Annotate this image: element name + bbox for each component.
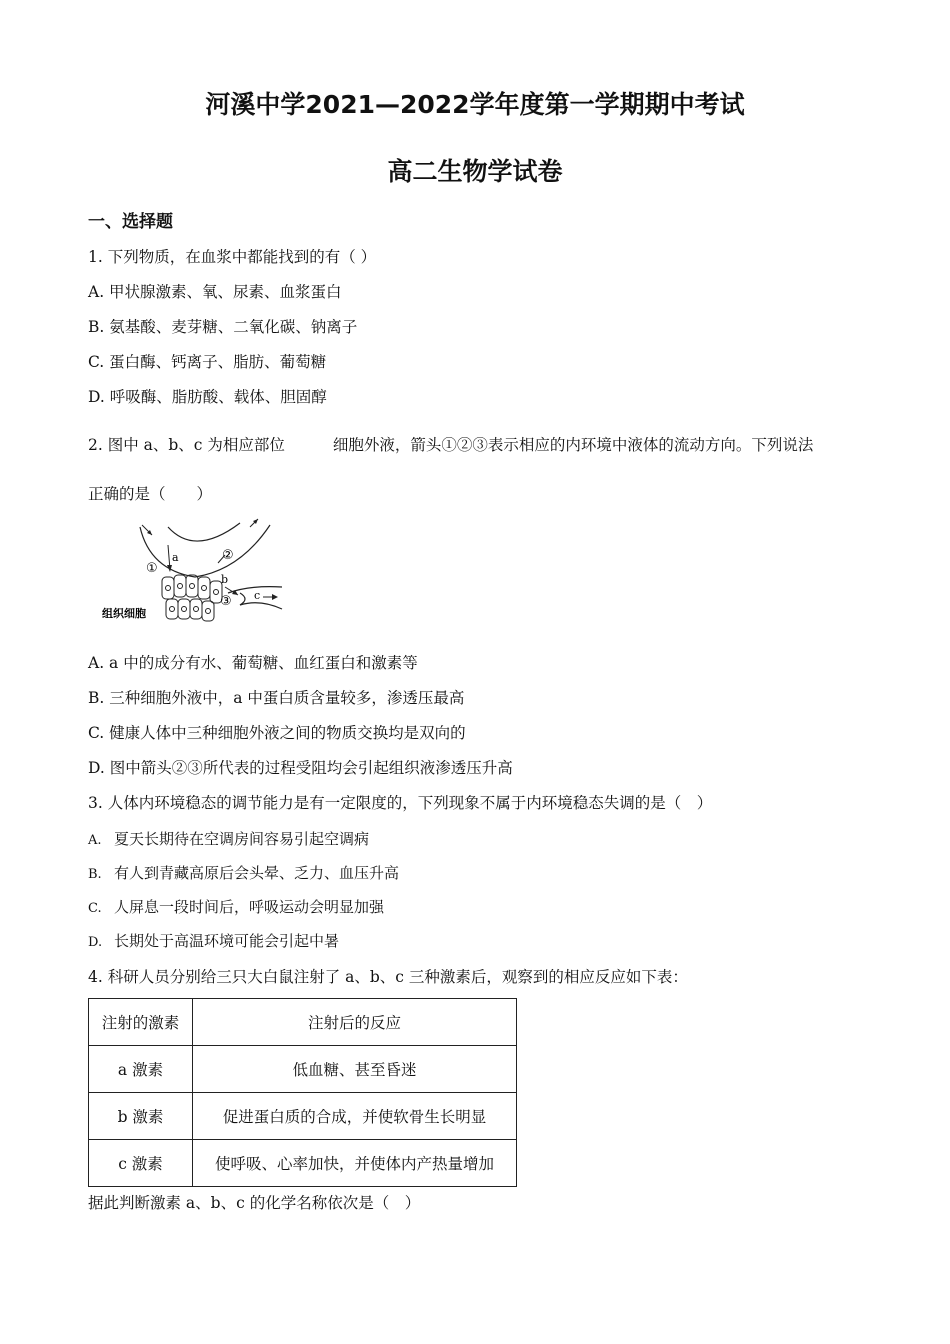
q2-stem bbox=[88, 434, 813, 456]
q2-option-d: D. 图中箭头②③所代表的过程受阻均会引起组织液渗透压升高 bbox=[88, 759, 513, 777]
capillary-outer-arc bbox=[140, 525, 270, 577]
q3-option-d bbox=[88, 930, 339, 954]
table-header-hormone: 注射的激素 bbox=[89, 999, 193, 1046]
tissue-cells bbox=[162, 575, 222, 621]
table-row bbox=[89, 1046, 517, 1093]
q3-option-c-label: C. bbox=[88, 901, 102, 916]
q1-option-c: C. 蛋白酶、钙离子、脂肪、葡萄糖 bbox=[88, 353, 327, 371]
label-1: ① bbox=[146, 561, 158, 576]
table-header-row bbox=[89, 999, 517, 1046]
label-c: c bbox=[254, 589, 261, 602]
q3-option-a-text: 夏天长期待在空调房间容易引起空调病 bbox=[114, 830, 370, 848]
lymph-vessel-end bbox=[240, 593, 245, 605]
q3-option-a bbox=[88, 828, 369, 852]
q4-followup: 据此判断激素 a、b、c 的化学名称依次是（ ） bbox=[88, 1194, 421, 1212]
label-b: b bbox=[221, 573, 229, 586]
q3-option-c-text: 人屏息一段时间后，呼吸运动会明显加强 bbox=[114, 898, 385, 916]
q2-option-b: B. 三种细胞外液中，a 中蛋白质含量较多，渗透压最高 bbox=[88, 689, 465, 707]
q3-option-b-text: 有人到青藏高原后会头晕、乏力、血压升高 bbox=[114, 864, 400, 882]
table-cell-hormone: a 激素 bbox=[89, 1046, 193, 1093]
lymph-vessel-bottom bbox=[240, 603, 282, 609]
label-3: ③ bbox=[220, 594, 232, 609]
q4-stem: 4. 科研人员分别给三只大白鼠注射了 a、b、c 三种激素后，观察到的相应反应如下表： bbox=[88, 968, 688, 986]
table-cell-reaction: 低血糖、甚至昏迷 bbox=[193, 1046, 517, 1093]
table-header-reaction: 注射后的反应 bbox=[193, 999, 517, 1046]
arrow-a-head bbox=[167, 565, 172, 572]
section-heading: 一、选择题 bbox=[88, 212, 173, 232]
q3-stem: 3. 人体内环境稳态的调节能力是有一定限度的，下列现象不属于内环境稳态失调的是（ ） bbox=[88, 794, 713, 812]
q2-option-a: A. a 中的成分有水、葡萄糖、血红蛋白和激素等 bbox=[88, 654, 418, 672]
table-cell-reaction: 使呼吸、心率加快，并使体内产热量增加 bbox=[193, 1140, 517, 1187]
q3-option-d-text: 长期处于高温环境可能会引起中暑 bbox=[114, 932, 340, 950]
capillary-inner-arc bbox=[168, 523, 240, 541]
hormone-table bbox=[88, 998, 517, 1187]
q2-stem-part1: 2. 图中 a、b、c 为相应部位 bbox=[88, 436, 285, 454]
q3-option-d-label: D. bbox=[88, 935, 103, 950]
q1-stem: 1. 下列物质，在血浆中都能找到的有（ ） bbox=[88, 248, 377, 266]
q1-option-a: A. 甲状腺激素、氧、尿素、血浆蛋白 bbox=[88, 283, 342, 301]
table-row bbox=[89, 1140, 517, 1187]
q1-option-b: B. 氨基酸、麦芽糖、二氧化碳、钠离子 bbox=[88, 318, 358, 336]
label-cells: 组织细胞 bbox=[102, 607, 146, 620]
table-cell-hormone: b 激素 bbox=[89, 1093, 193, 1140]
page-subtitle: 高二生物学试卷 bbox=[387, 157, 563, 186]
q2-stem-continued: 正确的是（ ） bbox=[88, 485, 213, 503]
q3-option-b-label: B. bbox=[88, 867, 102, 882]
q2-stem-part2: 细胞外液，箭头①②③表示相应的内环境中液体的流动方向。下列说法 bbox=[332, 436, 814, 454]
page-title: 河溪中学2021—2022学年度第一学期期中考试 bbox=[205, 90, 745, 119]
label-a: a bbox=[172, 551, 179, 564]
table-cell-hormone: c 激素 bbox=[89, 1140, 193, 1187]
arrow-c-head bbox=[272, 594, 278, 600]
q3-option-b bbox=[88, 862, 399, 886]
tissue-fluid-diagram bbox=[100, 515, 290, 630]
q1-option-d: D. 呼吸酶、脂肪酸、载体、胆固醇 bbox=[88, 388, 327, 406]
table-cell-reaction: 促进蛋白质的合成，并使软骨生长明显 bbox=[193, 1093, 517, 1140]
q3-option-c bbox=[88, 896, 384, 920]
table-row bbox=[89, 1093, 517, 1140]
q3-option-a-label: A. bbox=[88, 833, 102, 848]
label-2: ② bbox=[222, 548, 234, 563]
q2-option-c: C. 健康人体中三种细胞外液之间的物质交换均是双向的 bbox=[88, 724, 466, 742]
